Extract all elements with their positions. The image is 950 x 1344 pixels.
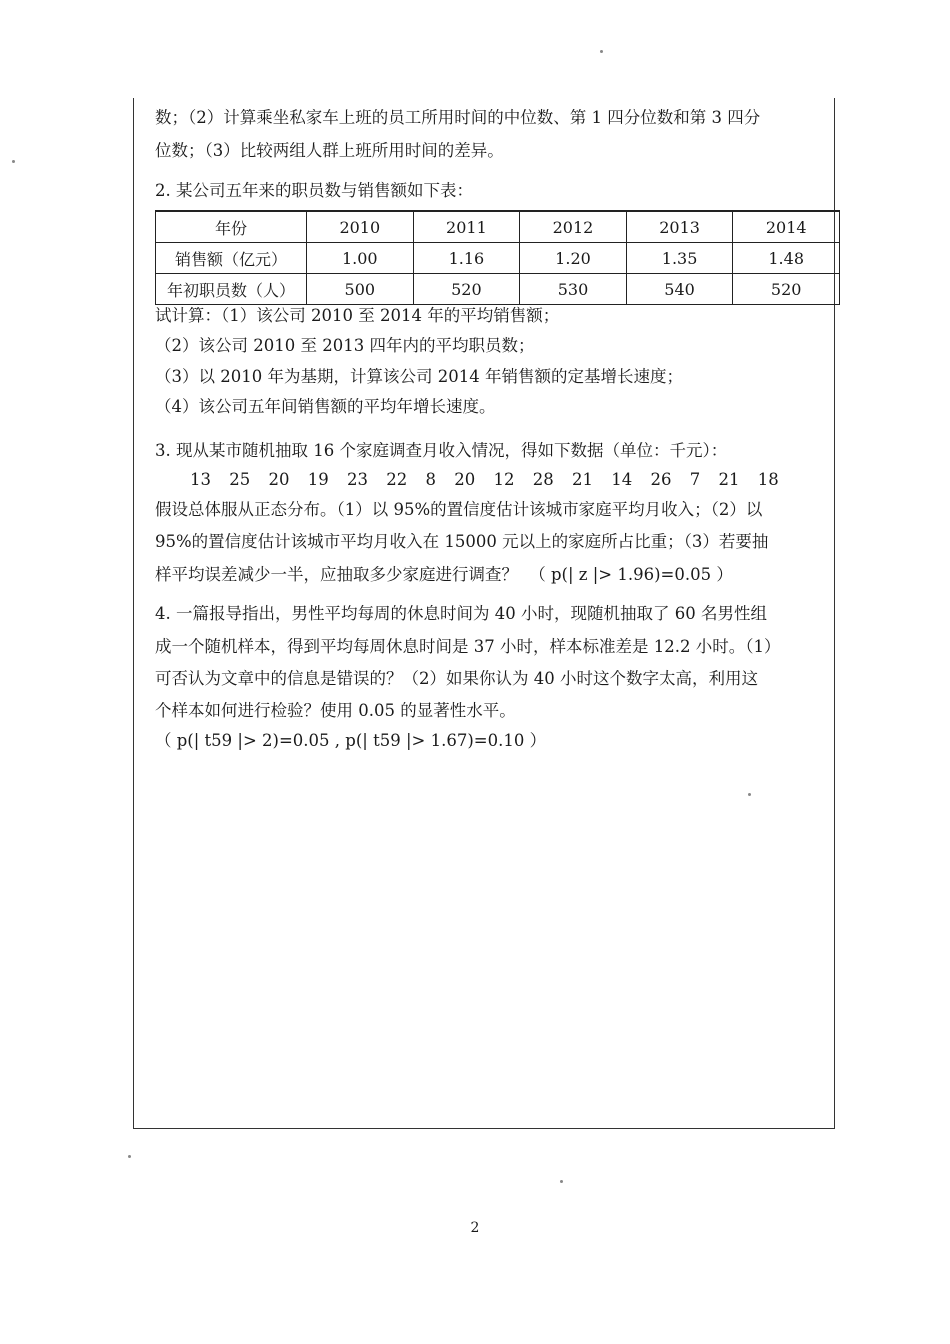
data-value: 7 xyxy=(689,470,701,489)
q3-question-text: 样平均误差减少一半，应抽取多少家庭进行调查？ xyxy=(155,565,518,584)
table-cell: 2014 xyxy=(733,211,840,243)
q2-part-3: （3）以 2010 年为基期，计算该公司 2014 年销售额的定基增长速度； xyxy=(155,367,683,386)
q2-prompt: 试计算：（1）该公司 2010 至 2014 年的平均销售额； xyxy=(155,306,560,325)
scan-speck xyxy=(600,50,603,53)
table-cell: 500 xyxy=(307,274,414,305)
table-cell: 2010 xyxy=(307,211,414,243)
q4-formula: （ p(| t59 |> 2)=0.05 , p(| t59 |> 1.67)=0.10 ） xyxy=(155,731,547,750)
table-row-label: 年初职员数（人） xyxy=(156,274,307,305)
data-value: 28 xyxy=(532,470,554,489)
table-row-label: 销售额（亿元） xyxy=(156,243,307,274)
q3-line-1: 3. 现从某市随机抽取 16 个家庭调查月收入情况，得如下数据（单位：千元）： xyxy=(155,441,728,460)
table-cell: 530 xyxy=(520,274,627,305)
table-cell: 1.48 xyxy=(733,243,840,274)
table-cell: 2012 xyxy=(520,211,627,243)
q2-part-4: （4）该公司五年间销售额的平均年增长速度。 xyxy=(155,397,496,416)
data-value: 21 xyxy=(718,470,740,489)
data-value: 20 xyxy=(454,470,476,489)
data-value: 23 xyxy=(347,470,368,489)
table-cell: 2011 xyxy=(413,211,520,243)
table-cell: 1.20 xyxy=(520,243,627,274)
q1-line-2: 位数；（3）比较两组人群上班所用时间的差异。 xyxy=(155,141,504,160)
table-cell: 1.00 xyxy=(307,243,414,274)
q3-line-3: 95%的置信度估计该城市平均月收入在 15000 元以上的家庭所占比重；（3）若要抽 xyxy=(155,532,769,551)
table-row-years xyxy=(156,211,840,243)
q3-formula: （ p(| z |> 1.96)=0.05 ） xyxy=(529,565,733,584)
q4-line-2: 成一个随机样本，得到平均每周休息时间是 37 小时，样本标准差是 12.2 小时。（1） xyxy=(155,637,781,656)
q3-data-numbers xyxy=(190,470,792,489)
data-value: 21 xyxy=(572,470,593,489)
table-cell: 540 xyxy=(626,274,733,305)
scan-speck xyxy=(128,1155,131,1158)
scan-speck xyxy=(560,1180,563,1183)
q2-part-2: （2）该公司 2010 至 2013 四年内的平均职员数； xyxy=(155,336,535,355)
page-number: 2 xyxy=(470,1220,480,1236)
table-cell: 520 xyxy=(413,274,520,305)
scan-speck xyxy=(12,160,15,163)
q4-line-1: 4. 一篇报导指出，男性平均每周的休息时间为 40 小时，现随机抽取了 60 名男性组 xyxy=(155,604,767,623)
data-value: 25 xyxy=(229,470,251,489)
sales-staff-table xyxy=(155,210,840,305)
q3-line-2: 假设总体服从正态分布。（1）以 95%的置信度估计该城市家庭平均月收入；（2）以 xyxy=(155,500,763,519)
table-cell: 520 xyxy=(733,274,840,305)
table-cell: 1.16 xyxy=(413,243,520,274)
q2-title: 2. 某公司五年来的职员数与销售额如下表： xyxy=(155,181,473,200)
q3-line-4 xyxy=(155,567,733,584)
q1-line-1: 数；（2）计算乘坐私家车上班的员工所用时间的中位数、第 1 四分位数和第 3 四分 xyxy=(155,108,761,127)
q4-line-4: 个样本如何进行检验？使用 0.05 的显著性水平。 xyxy=(155,701,516,720)
table-header-label: 年份 xyxy=(156,211,307,243)
data-value: 20 xyxy=(268,470,290,489)
q4-line-3: 可否认为文章中的信息是错误的？（2）如果你认为 40 小时这个数字太高，利用这 xyxy=(155,669,758,688)
data-value: 18 xyxy=(757,470,779,489)
data-value: 14 xyxy=(611,470,633,489)
data-value: 13 xyxy=(190,470,211,489)
table-row-sales xyxy=(156,243,840,274)
table-cell: 2013 xyxy=(626,211,733,243)
data-value: 19 xyxy=(307,470,329,489)
scan-speck xyxy=(748,793,751,796)
table-row-staff xyxy=(156,274,840,305)
data-value: 22 xyxy=(386,470,408,489)
data-value: 26 xyxy=(650,470,672,489)
data-value: 12 xyxy=(493,470,515,489)
table-cell: 1.35 xyxy=(626,243,733,274)
data-value: 8 xyxy=(425,470,436,489)
